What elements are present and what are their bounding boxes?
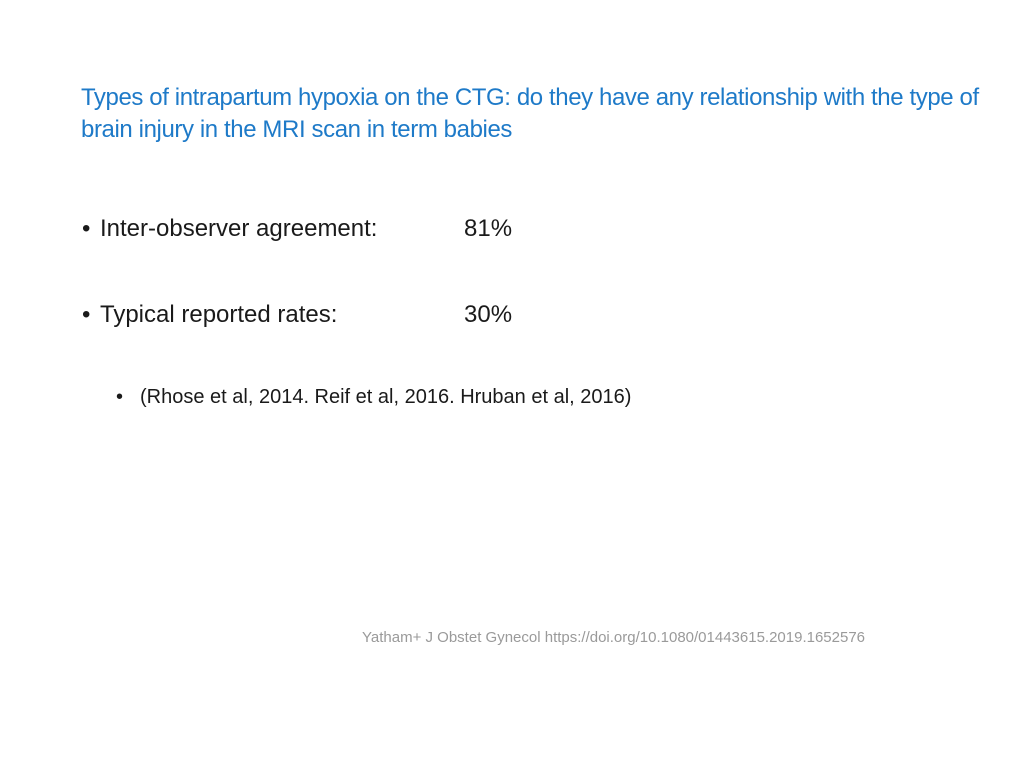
bullet-label: Typical reported rates:	[100, 301, 338, 328]
bullet-icon: •	[82, 301, 91, 328]
sub-bullet-icon: •	[116, 386, 124, 408]
slide-title: Types of intrapartum hypoxia on the CTG: do they have any relationship with the type of brain injury in the MRI scan in term babies	[81, 84, 979, 143]
bullet-item-inter-observer-agreement	[82, 214, 513, 244]
bullet-value: 81%	[464, 215, 513, 242]
citation-footer: Yatham+ J Obstet Gynecol https://doi.org/10.1080/01443615.2019.1652576	[362, 629, 866, 646]
bullet-label: Inter-observer agreement:	[100, 215, 378, 242]
sub-bullet-references	[116, 384, 631, 410]
sub-bullet-text: (Rhose et al, 2014. Reif et al, 2016. Hruban et al, 2016)	[140, 386, 632, 408]
bullet-value: 30%	[464, 301, 513, 328]
bullet-item-typical-reported-rates	[82, 300, 513, 330]
bullet-icon: •	[82, 215, 91, 242]
